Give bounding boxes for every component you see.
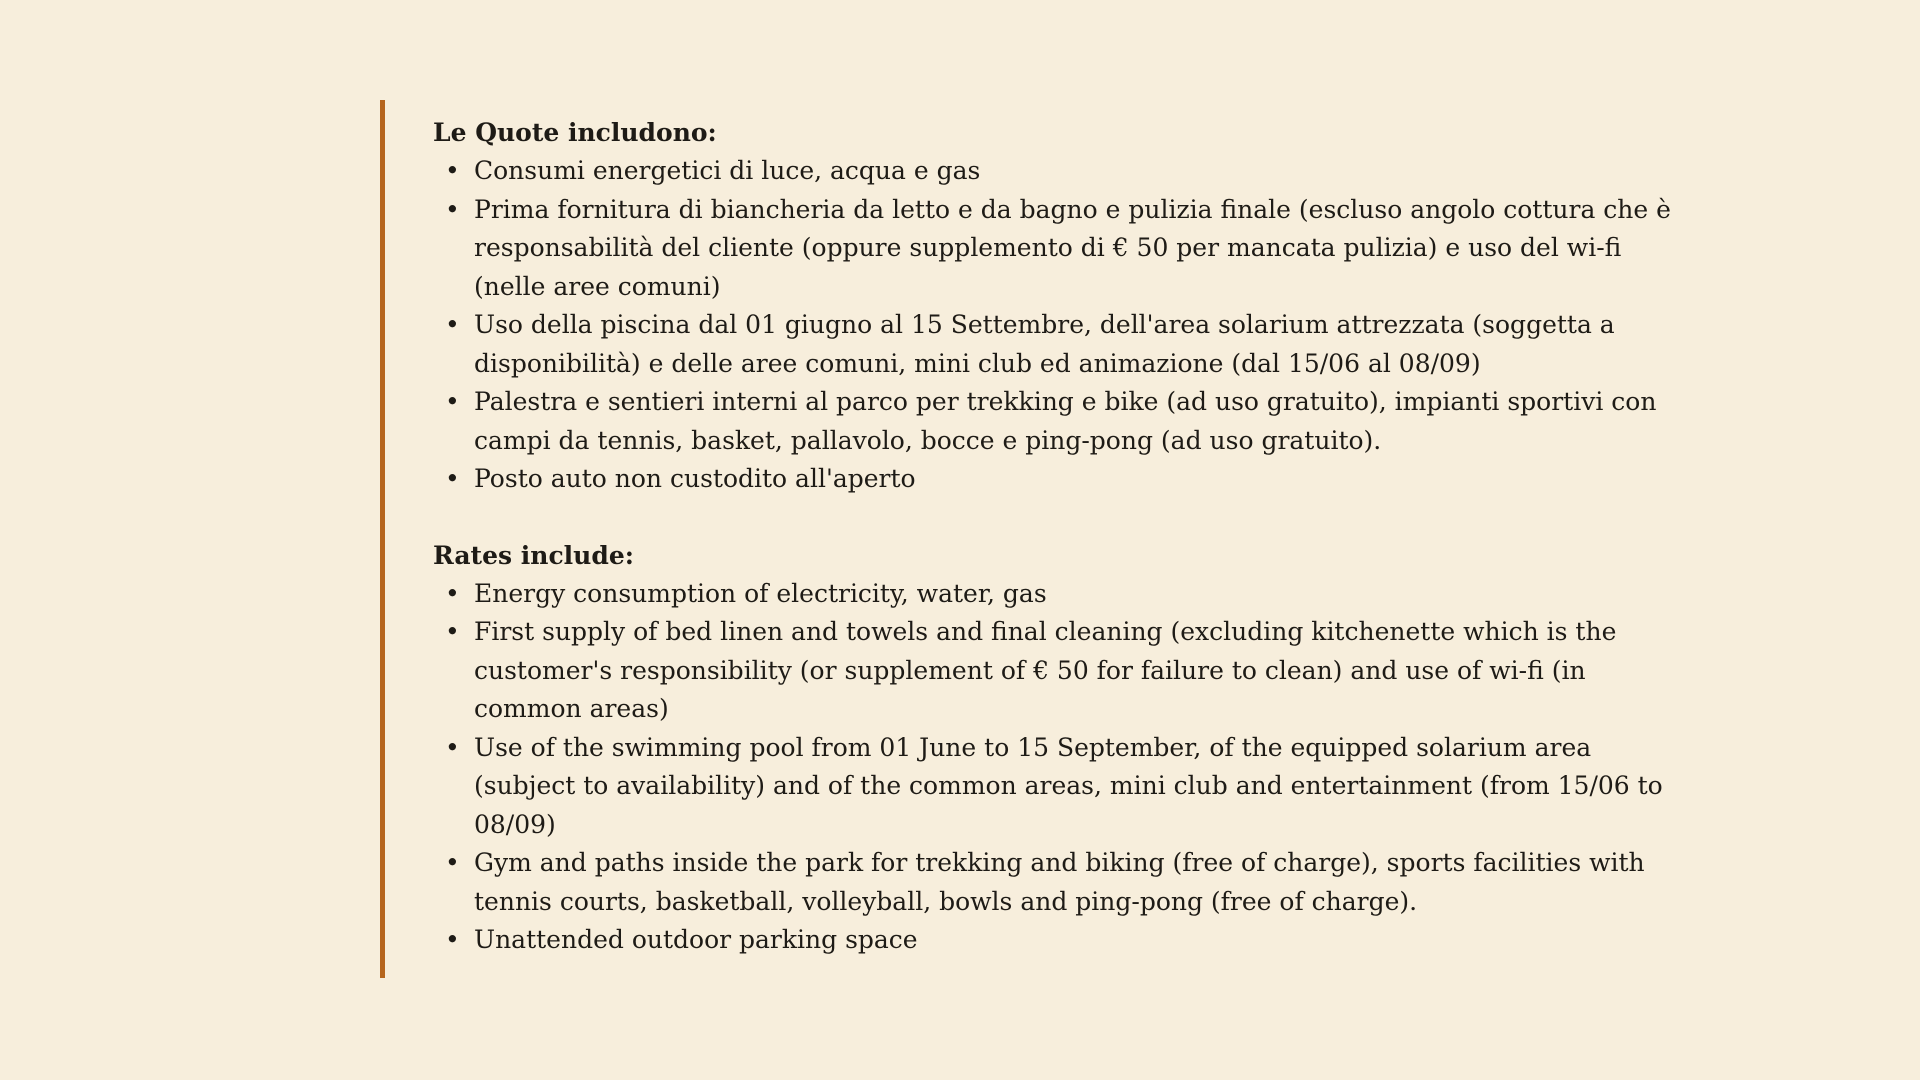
list-item-text: Uso della piscina dal 01 giugno al 15 Settembre, dell'area solarium attrezzata (soggetta a disponibilità) e delle aree comuni, mini club ed animazione (dal 15/06 al 08/09) (474, 310, 1615, 378)
english-rates-list (433, 575, 1700, 960)
list-item-text: Use of the swimming pool from 01 June to 15 September, of the equipped solarium area (subject to availability) and of the common areas, mini club and entertainment (from 15/06 to 08/09) (474, 732, 1663, 839)
list-item (433, 383, 1700, 460)
list-item-text: Prima fornitura di biancheria da letto e da bagno e pulizia finale (escluso angolo cottura che è responsabilità del cliente (oppure supplemento di € 50 per mancata pulizia) e uso del wi-fi (nelle aree comuni) (474, 194, 1671, 301)
list-item-text: Gym and paths inside the park for trekking and biking (free of charge), sports facilities with tennis courts, basketball, volleyball, bowls and ping-pong (free of charge). (474, 848, 1645, 916)
italian-rates-list (433, 152, 1700, 499)
list-item (433, 152, 1700, 191)
list-item (433, 729, 1700, 845)
list-item (433, 306, 1700, 383)
bullet-icon: • (445, 578, 460, 608)
bullet-icon: • (445, 617, 460, 646)
list-item (433, 613, 1700, 729)
section-spacer (433, 499, 1700, 537)
list-item (433, 191, 1700, 307)
bullet-icon: • (445, 464, 460, 493)
list-item (433, 575, 1700, 614)
list-item (433, 460, 1700, 499)
list-item-text: Posto auto non custodito all'aperto (474, 464, 916, 493)
list-item-text: Consumi energetici di luce, acqua e gas (474, 156, 981, 185)
bullet-icon: • (445, 194, 460, 224)
english-section-title: Rates include: (433, 540, 634, 570)
rates-info-block (380, 100, 1700, 978)
list-item-text: Unattended outdoor parking space (474, 925, 918, 954)
list-item-text: Palestra e sentieri interni al parco per trekking e bike (ad uso gratuito), impianti sportivi con campi da tennis, basket, pallavolo, bocce e ping-pong (ad uso gratuito). (474, 387, 1657, 455)
bullet-icon: • (445, 156, 460, 185)
italian-section-title: Le Quote includono: (433, 118, 717, 147)
list-item-text: First supply of bed linen and towels and final cleaning (excluding kitchenette which is the customer's responsibility (or supplement of € 50 for failure to clean) and use of wi-fi (in common areas) (474, 617, 1617, 723)
list-item-text: Energy consumption of electricity, water, gas (474, 578, 1047, 608)
bullet-icon: • (445, 387, 460, 416)
list-item (433, 844, 1700, 921)
list-item (433, 921, 1700, 960)
bullet-icon: • (445, 732, 460, 762)
bullet-icon: • (445, 925, 460, 954)
bullet-icon: • (445, 848, 460, 877)
bullet-icon: • (445, 310, 460, 339)
